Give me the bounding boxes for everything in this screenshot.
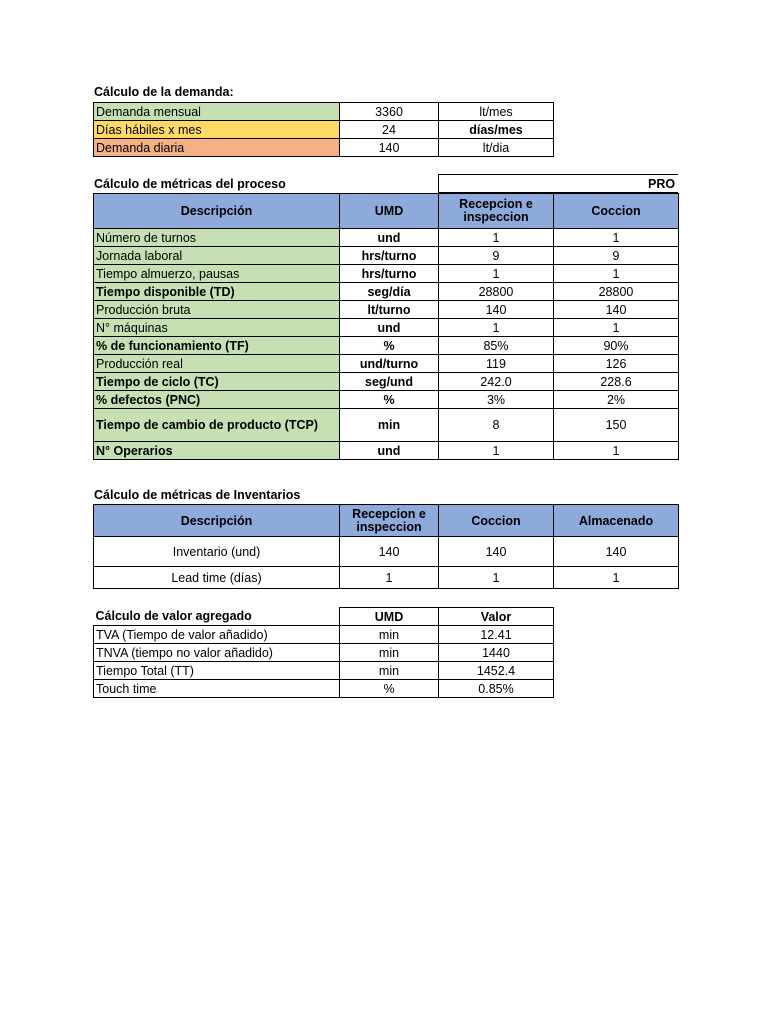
process-value-recepcion: 1	[439, 265, 554, 283]
process-umd: %	[340, 337, 439, 355]
value-added-value: 1452.4	[439, 662, 554, 680]
process-title: Cálculo de métricas del proceso	[94, 177, 286, 191]
value-added-row	[94, 626, 554, 644]
demand-row	[94, 139, 554, 157]
process-value-coccion: 9	[554, 247, 679, 265]
process-row	[94, 319, 679, 337]
process-umd: und	[340, 229, 439, 247]
value-added-header-umd: UMD	[340, 608, 439, 626]
process-value-coccion: 1	[554, 229, 679, 247]
process-label: Tiempo disponible (TD)	[94, 283, 340, 301]
process-value-coccion: 1	[554, 319, 679, 337]
process-value-recepcion: 9	[439, 247, 554, 265]
process-umd: seg/und	[340, 373, 439, 391]
inventory-label: Lead time (días)	[94, 567, 340, 589]
process-value-recepcion: 242.0	[439, 373, 554, 391]
process-row	[94, 442, 679, 460]
demand-unit: lt/dia	[439, 139, 554, 157]
process-label: Producción bruta	[94, 301, 340, 319]
process-label: Tiempo almuerzo, pausas	[94, 265, 340, 283]
process-value-recepcion: 8	[439, 409, 554, 442]
process-value-recepcion: 1	[439, 319, 554, 337]
process-label: % defectos (PNC)	[94, 391, 340, 409]
header-description: Descripción	[94, 194, 340, 229]
inventory-header-row	[94, 505, 679, 537]
inventory-header-almacenado: Almacenado	[554, 505, 679, 537]
process-value-coccion: 28800	[554, 283, 679, 301]
inventory-title: Cálculo de métricas de Inventarios	[94, 488, 301, 502]
value-added-umd: %	[340, 680, 439, 698]
process-umd: hrs/turno	[340, 265, 439, 283]
value-added-label: Tiempo Total (TT)	[94, 662, 340, 680]
process-value-coccion: 140	[554, 301, 679, 319]
process-row	[94, 283, 679, 301]
process-row	[94, 247, 679, 265]
process-row	[94, 409, 679, 442]
demand-value: 3360	[340, 103, 439, 121]
demand-unit: días/mes	[439, 121, 554, 139]
process-umd: und	[340, 442, 439, 460]
process-table	[93, 193, 679, 460]
value-added-umd: min	[340, 626, 439, 644]
process-value-coccion: 126	[554, 355, 679, 373]
process-value-coccion: 150	[554, 409, 679, 442]
process-umd: lt/turno	[340, 301, 439, 319]
value-added-table	[93, 607, 554, 698]
demand-row	[94, 103, 554, 121]
demand-label: Días hábiles x mes	[94, 121, 340, 139]
inventory-header-description: Descripción	[94, 505, 340, 537]
process-label: N° Operarios	[94, 442, 340, 460]
value-added-umd: min	[340, 662, 439, 680]
demand-value: 140	[340, 139, 439, 157]
demand-value: 24	[340, 121, 439, 139]
demand-title: Cálculo de la demanda:	[94, 85, 234, 99]
process-label: N° máquinas	[94, 319, 340, 337]
value-added-umd: min	[340, 644, 439, 662]
process-label: Tiempo de cambio de producto (TCP)	[94, 409, 340, 442]
process-value-recepcion: 140	[439, 301, 554, 319]
process-value-coccion: 1	[554, 442, 679, 460]
process-group-label: PRO	[648, 177, 676, 191]
inventory-value-almacenado: 1	[554, 567, 679, 589]
inventory-value-coccion: 140	[439, 537, 554, 567]
process-label: Número de turnos	[94, 229, 340, 247]
header-recepcion: Recepcion e inspeccion	[439, 194, 554, 229]
value-added-header-row	[94, 608, 554, 626]
value-added-header-valor: Valor	[439, 608, 554, 626]
process-value-recepcion: 1	[439, 229, 554, 247]
inventory-row	[94, 537, 679, 567]
process-value-coccion: 1	[554, 265, 679, 283]
inventory-header-coccion: Coccion	[439, 505, 554, 537]
inventory-table	[93, 504, 679, 589]
value-added-label: Touch time	[94, 680, 340, 698]
process-umd: und/turno	[340, 355, 439, 373]
process-row	[94, 301, 679, 319]
process-label: % de funcionamiento (TF)	[94, 337, 340, 355]
process-group-header	[438, 174, 678, 193]
process-label: Producción real	[94, 355, 340, 373]
process-label: Jornada laboral	[94, 247, 340, 265]
process-value-recepcion: 28800	[439, 283, 554, 301]
inventory-row	[94, 567, 679, 589]
process-value-recepcion: 119	[439, 355, 554, 373]
value-added-value: 12.41	[439, 626, 554, 644]
inventory-value-recepcion: 140	[340, 537, 439, 567]
inventory-header-recepcion: Recepcion e inspeccion	[340, 505, 439, 537]
demand-label: Demanda diaria	[94, 139, 340, 157]
demand-label: Demanda mensual	[94, 103, 340, 121]
process-value-recepcion: 3%	[439, 391, 554, 409]
inventory-label: Inventario (und)	[94, 537, 340, 567]
inventory-value-almacenado: 140	[554, 537, 679, 567]
value-added-row	[94, 680, 554, 698]
value-added-label: TNVA (tiempo no valor añadido)	[94, 644, 340, 662]
process-label: Tiempo de ciclo (TC)	[94, 373, 340, 391]
inventory-value-recepcion: 1	[340, 567, 439, 589]
value-added-value: 1440	[439, 644, 554, 662]
process-header-row	[94, 194, 679, 229]
demand-unit: lt/mes	[439, 103, 554, 121]
header-umd: UMD	[340, 194, 439, 229]
process-umd: %	[340, 391, 439, 409]
value-added-row	[94, 644, 554, 662]
process-umd: und	[340, 319, 439, 337]
process-row	[94, 355, 679, 373]
value-added-row	[94, 662, 554, 680]
inventory-value-coccion: 1	[439, 567, 554, 589]
process-value-recepcion: 1	[439, 442, 554, 460]
process-row	[94, 337, 679, 355]
process-row	[94, 229, 679, 247]
process-row	[94, 373, 679, 391]
process-row	[94, 265, 679, 283]
process-umd: min	[340, 409, 439, 442]
demand-table	[93, 102, 554, 157]
process-umd: hrs/turno	[340, 247, 439, 265]
process-value-coccion: 228.6	[554, 373, 679, 391]
process-umd: seg/día	[340, 283, 439, 301]
value-added-title: Cálculo de valor agregado	[94, 608, 340, 626]
header-coccion: Coccion	[554, 194, 679, 229]
process-value-recepcion: 85%	[439, 337, 554, 355]
demand-row	[94, 121, 554, 139]
value-added-value: 0.85%	[439, 680, 554, 698]
process-row	[94, 391, 679, 409]
process-value-coccion: 2%	[554, 391, 679, 409]
process-value-coccion: 90%	[554, 337, 679, 355]
value-added-label: TVA (Tiempo de valor añadido)	[94, 626, 340, 644]
